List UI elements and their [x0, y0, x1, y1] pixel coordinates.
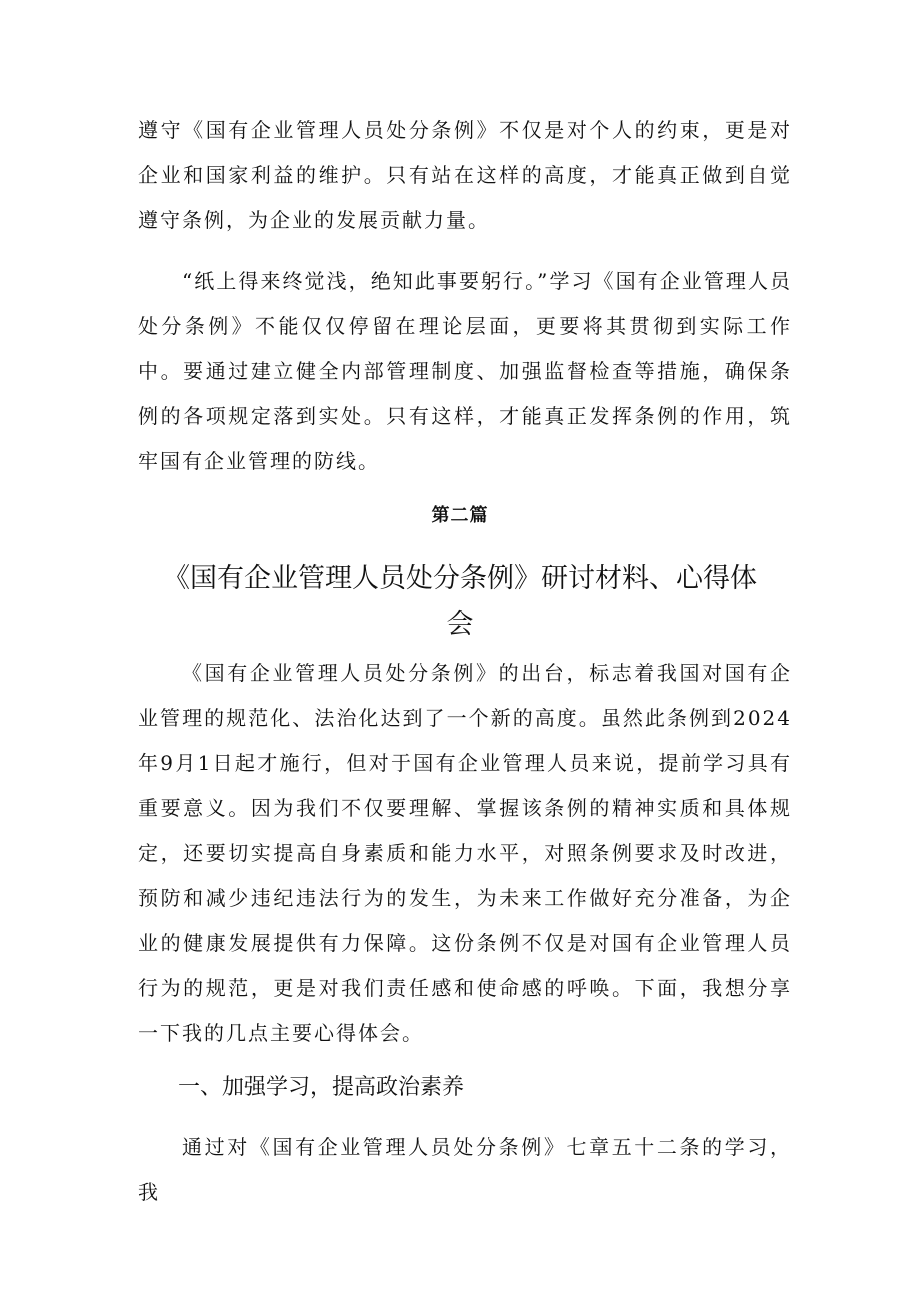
section-label: 第二篇: [431, 505, 489, 526]
document-title: 《国有企业管理人员处分条例》研讨材料、心得体会: [163, 563, 757, 640]
paragraph-intro: 《国有企业管理人员处分条例》的出台，标志着我国对国有企业管理的规范化、法治化达到了一个新的高度。虽然此条例到2024年9月1日起才施行，但对于国有企业管理人员来说，提前学习具有重要意义。因为我们不仅要理解、掌握该条例的精神实质和具体规定，还要切实提高自身素质和能力水平，对照条例要求及时改进，预防和减少违纪违法行为的发生，为未来工作做好充分准备，为企业的健康发展提供有力保障。这份条例不仅是对国有企业管理人员行为的规范，更是对我们责任感和使命感的呼唤。下面，我想分享一下我的几点主要心得体会。: [138, 661, 792, 1045]
paragraph-practice: “纸上得来终觉浅，绝知此事要躬行。”学习《国有企业管理人员处分条例》不能仅仅停留在理论层面，更要将其贯彻到实际工作中。要通过建立健全内部管理制度、加强监督检查等措施，确保条例的各项规定落到实处。只有这样，才能真正发挥条例的作用，筑牢国有企业管理的防线。: [138, 269, 792, 473]
paragraph-compliance: 遵守《国有企业管理人员处分条例》不仅是对个人的约束，更是对企业和国家利益的维护。只有站在这样的高度，才能真正做到自觉遵守条例，为企业的发展贡献力量。: [138, 118, 792, 232]
paragraph-learning: 通过对《国有企业管理人员处分条例》七章五十二条的学习，我: [138, 1135, 792, 1204]
heading-strengthen-learning: 一、加强学习，提高政治素养: [178, 1075, 465, 1100]
